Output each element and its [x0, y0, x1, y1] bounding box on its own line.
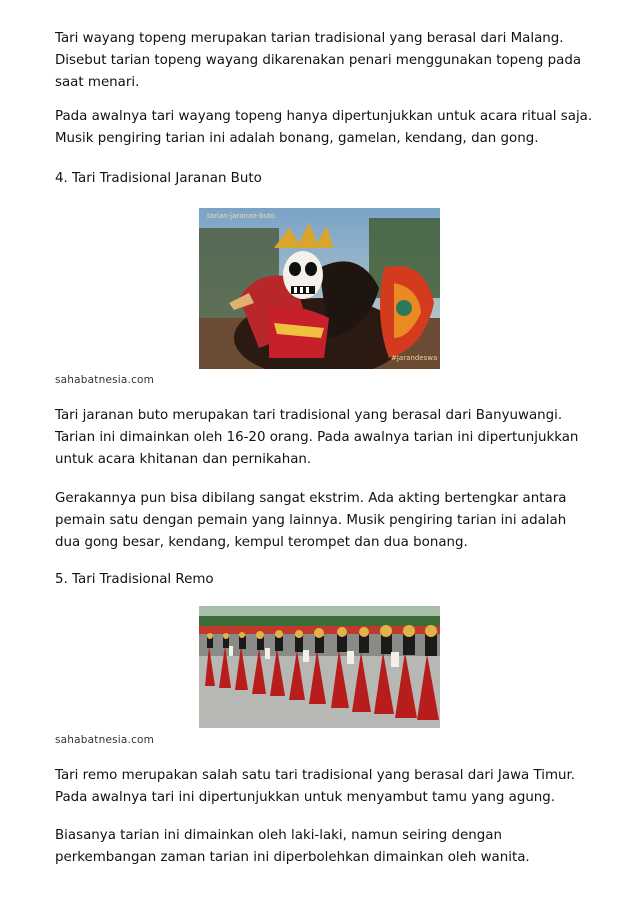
- paragraph-jaranan-buto-movement: Gerakannya pun bisa dibilang sangat ekstrim. Ada akting bertengkar antara pemain satu dengan pemain yang lainnya. Musik pengiring tarian ini adalah dua gong besar, kendang, kempul terompet dan dua bonang.: [55, 491, 567, 550]
- heading-jaranan-buto: 4. Tari Tradisional Jaranan Buto: [55, 171, 262, 186]
- heading-remo: 5. Tari Tradisional Remo: [55, 572, 214, 587]
- remo-photo: [199, 606, 440, 728]
- paragraph-wayang-topeng-music: Pada awalnya tari wayang topeng hanya dipertunjukkan untuk acara ritual saja. Musik pengiring tarian ini adalah bonang, gamelan, kendang, dan gong.: [55, 109, 593, 146]
- paragraph-wayang-topeng-intro: Tari wayang topeng merupakan tarian tradisional yang berasal dari Malang. Disebut tarian topeng wayang dikarenakan penari menggunakan topeng pada saat menari.: [55, 31, 582, 90]
- remo-dancers-illustration: [199, 606, 440, 728]
- paragraph-jaranan-buto-intro: Tari jaranan buto merupakan tari tradisional yang berasal dari Banyuwangi. Tarian ini dimainkan oleh 16-20 orang. Pada awalnya tarian ini dipertunjukkan untuk acara khitanan dan pernikahan.: [55, 408, 579, 467]
- paragraph-remo-intro: Tari remo merupakan salah satu tari tradisional yang berasal dari Jawa Timur. Pada awalnya tari ini dipertunjukkan untuk menyambut tamu yang agung.: [55, 768, 576, 805]
- jaranan-buto-illustration: [199, 208, 440, 369]
- jaranan-buto-photo: [199, 208, 440, 369]
- paragraph-remo-performers: Biasanya tarian ini dimainkan oleh laki-laki, namun seiring dengan perkembangan zaman tarian ini diperbolehkan dimainkan oleh wanita.: [55, 828, 530, 865]
- image-watermark-top: tarian-jaranan-buto: [207, 212, 276, 220]
- image-caption-remo: sahabatnesia.com: [55, 734, 155, 746]
- image-watermark-bottom: #Jarandeswa: [391, 354, 438, 362]
- image-caption-jaranan-buto: sahabatnesia.com: [55, 374, 155, 386]
